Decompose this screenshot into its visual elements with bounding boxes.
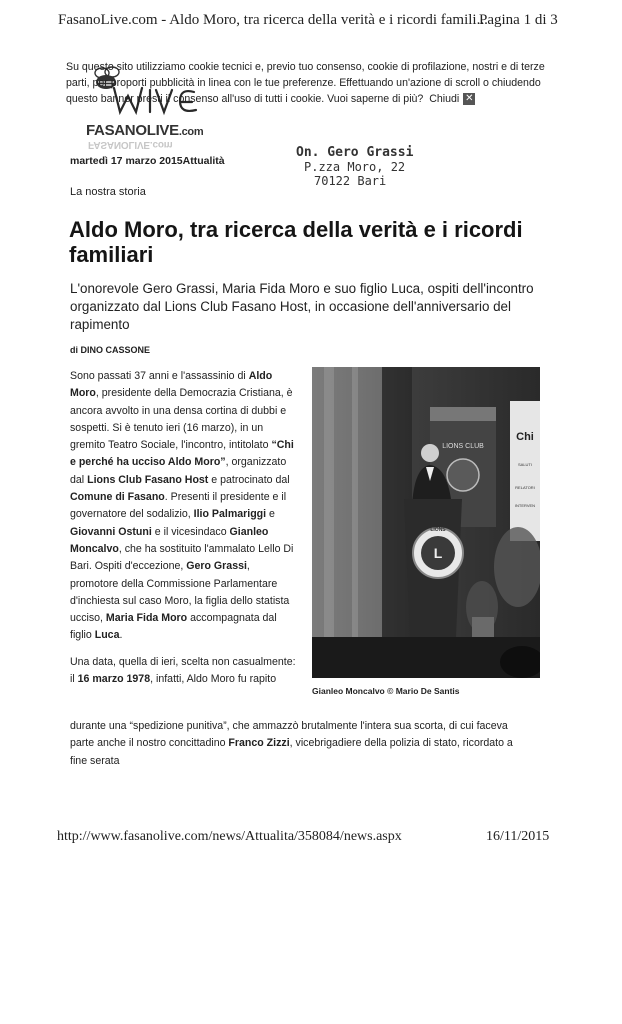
bold-run: Luca [94, 629, 120, 642]
close-icon[interactable]: ✕ [465, 93, 474, 105]
photo-podium-text: LIONS [430, 527, 446, 533]
bold-run: Maria Fida Moro [105, 612, 188, 625]
bold-run: Lions Club Fasano Host [87, 473, 209, 486]
text-run: , vicebrigadiere della polizia di stato, ricordato a fine serata [70, 737, 513, 767]
cookie-banner [66, 59, 552, 107]
article-subheading: L'onorevole Gero Grassi, Maria Fida Moro e suo figlio Luca, ospiti dell'incontro organizzato dal Lions Club Fasano Host, in occasione dell'anniversario del rapimento [70, 281, 534, 332]
paragraph-2-start [70, 654, 296, 689]
stamp-name: On. Gero Grassi [296, 145, 414, 160]
paragraph-1-text [70, 368, 296, 645]
photo-side-text-2: SALUTI [517, 462, 533, 467]
print-header-title: FasanoLive.com - Aldo Moro, tra ricerca della verità e i ricordi famili... [58, 12, 488, 28]
text-run: . Presenti il presidente e il governatore del sodalizio, [70, 491, 287, 521]
bold-run: Ilio Palmariggi [193, 508, 267, 521]
photo-side-text-4: INTERVEN [514, 503, 536, 508]
address-stamp [296, 146, 413, 188]
print-footer-url: http://www.fasanolive.com/news/Attualita/358084/news.aspx [57, 829, 402, 844]
text-run: , infatti, Aldo Moro fu rapito [150, 673, 277, 686]
article-paragraph-2 [70, 718, 530, 770]
logo-wordmark: FASANOLIVE.com [86, 122, 204, 139]
photo-banner-text: LIONS CLUB [442, 443, 484, 450]
bold-run: Giovanni Ostuni [70, 525, 152, 538]
article-section[interactable]: La nostra storia [70, 186, 146, 198]
article-headline: Aldo Moro, tra ricerca della verità e i ricordi familiari [69, 217, 523, 267]
bold-run: Franco Zizzi [228, 737, 290, 750]
bold-run: Aldo Moro [70, 370, 273, 400]
logo-reflection: FASANOLIVE.com [88, 139, 173, 150]
bold-run: Gianleo Moncalvo [70, 525, 269, 555]
text-run: . [119, 629, 123, 642]
article-photo[interactable] [312, 367, 540, 678]
stamp-city: 70122 Bari [314, 174, 387, 188]
bold-run: Comune di Fasano [70, 491, 165, 504]
stamp-street: P.zza Moro, 22 [304, 160, 406, 174]
text-run: e [266, 508, 275, 521]
text-run: , che ha sostituito l'ammalato Lello Di Bari. Ospiti d'eccezione, [70, 542, 294, 573]
text-run: , organizzato dal [70, 456, 287, 486]
photo-side-text-1: Chi [516, 431, 534, 443]
paragraph-2-continuation [70, 718, 530, 770]
text-run: Una data, quella di ieri, scelta non casualmente: il [70, 655, 296, 686]
text-run: , promotore della Commissione Parlamentare d'inchiesta sul caso Moro, la figlia dello statista ucciso, [70, 560, 290, 625]
article-date: martedì 17 marzo 2015Attualità [70, 155, 225, 167]
bold-run: Gero Grassi [186, 560, 247, 573]
cookie-banner-text: Su questo sito utilizziamo cookie tecnici e, previo tuo consenso, cookie di profilazione, nostri e di terze parti, per proporti pubblicità in linea con le tue preferenze. Effettuando un'azione di scroll o chiudendo questo banner presti il consenso all'uso di tutti i cookie. Vuoi saperne di più? [66, 61, 545, 105]
article-byline: di DINO CASSONE [70, 345, 151, 355]
text-run: e patrocinato dal [208, 473, 290, 486]
article-paragraph-1 [70, 368, 296, 688]
text-run: , presidente della Democrazia Cristiana, è ancora avvolto in una densa cortina di dubbi e sospetti. Si è tenuto ieri (16 marzo), in un gremito Teatro Sociale, l'incontro, intitolato [70, 387, 293, 452]
cookie-close-label[interactable]: Chiudi [429, 93, 460, 105]
bold-run: “Chi e perché ha ucciso Aldo Moro” [70, 439, 294, 469]
text-run: Sono passati 37 anni e l'assassinio di [70, 370, 249, 382]
text-run: durante una “spedizione punitiva”, che ammazzò brutalmente l'intera sua scorta, di cui faceva parte anche il nostro concittadino [70, 720, 508, 750]
print-footer-date: 16/11/2015 [486, 829, 550, 844]
bold-run: 16 marzo 1978 [77, 673, 151, 686]
text-run: e il vicesindaco [151, 525, 230, 538]
svg-text:L: L [433, 545, 443, 561]
text-run: accompagnata dal figlio [70, 612, 277, 642]
photo-caption: Gianleo Moncalvo © Mario De Santis [312, 686, 460, 696]
photo-side-text-3: RELATORI [515, 485, 535, 490]
print-header-page-number: Pagina 1 di 3 [479, 12, 558, 28]
